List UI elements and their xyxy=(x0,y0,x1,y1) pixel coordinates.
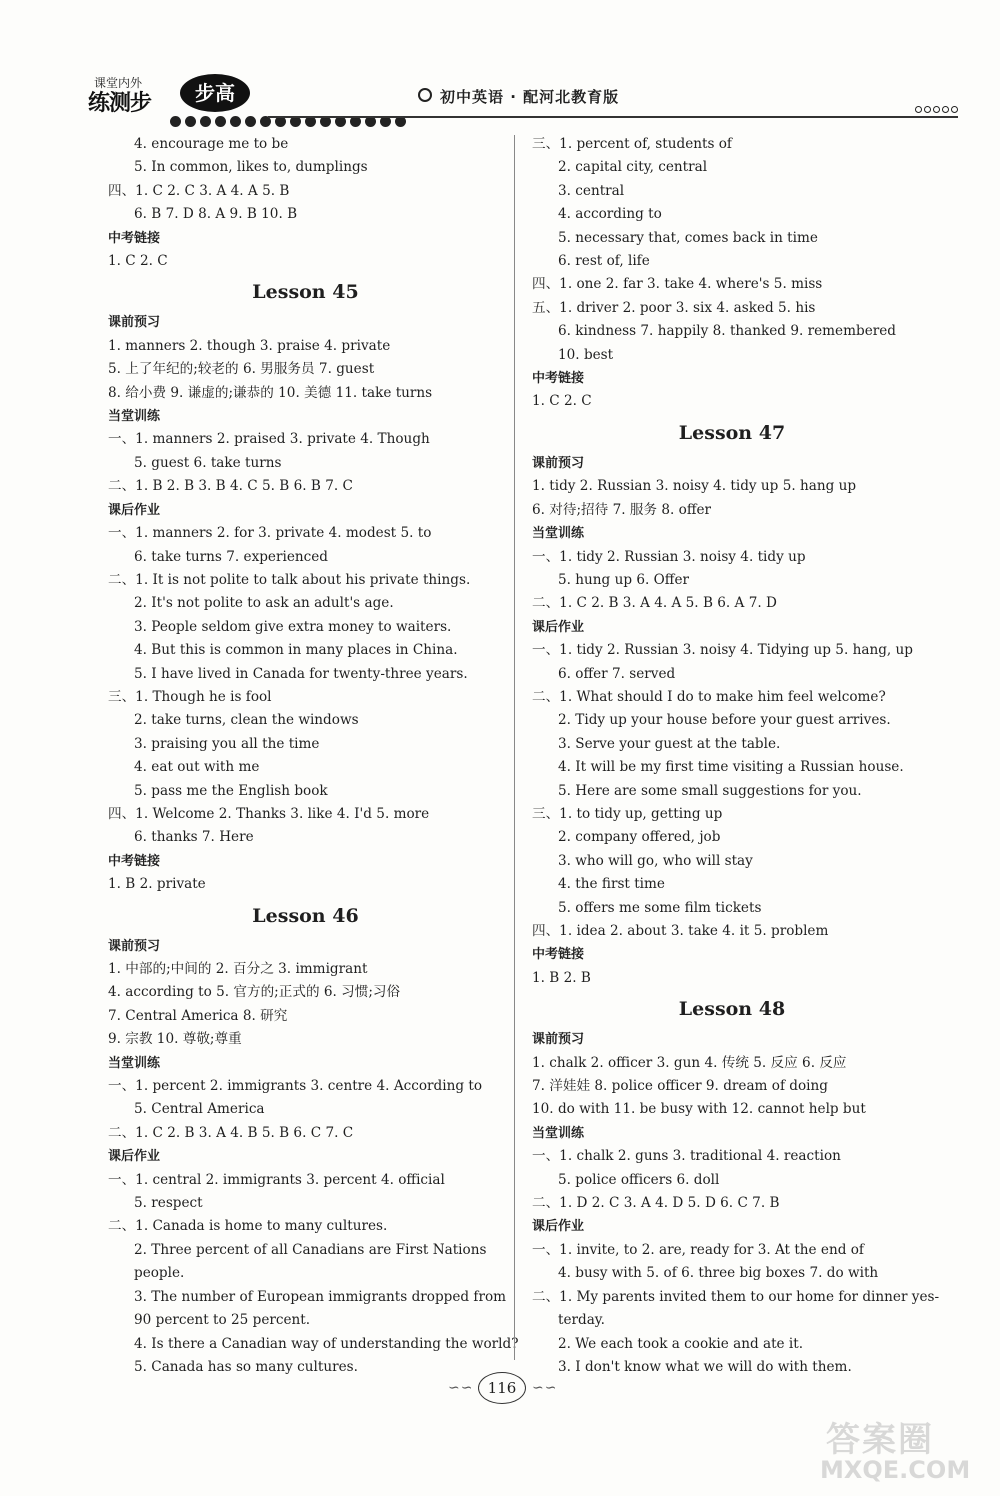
answer-line: 4. the first time xyxy=(558,876,665,893)
answer-line: 5. necessary that, comes back in time xyxy=(558,229,818,246)
answer-line: 10. do with 11. be busy with 12. cannot help but xyxy=(532,1101,866,1118)
answer-line: 1. C 2. C xyxy=(532,393,592,410)
answer-line: 2. company offered, job xyxy=(558,829,721,846)
answer-line: 二、1. What should I do to make him feel welcome? xyxy=(532,688,886,705)
ornament-right-icon: ∽∽ xyxy=(532,1380,558,1396)
answer-line: 5. 上了年纪的;较老的 6. 男服务员 7. guest xyxy=(108,361,375,378)
watermark xyxy=(820,1412,990,1492)
answer-line: 三、1. percent of, students of xyxy=(532,136,732,152)
answer-line: 5. respect xyxy=(134,1195,203,1212)
answer-line: 3. The number of European immigrants dropped from xyxy=(134,1288,507,1305)
answer-line: 2. take turns, clean the windows xyxy=(134,712,359,729)
answer-line: 四、1. C 2. C 3. A 4. A 5. B xyxy=(108,182,290,199)
answer-line: 一、1. invite, to 2. are, ready for 3. At the end of xyxy=(532,1241,864,1258)
column-divider xyxy=(514,135,515,1360)
section-heading: 课前预习 xyxy=(532,455,585,471)
answer-line: 四、1. Welcome 2. Thanks 3. like 4. I'd 5. more xyxy=(108,805,430,822)
section-heading: 中考链接 xyxy=(108,853,161,869)
answer-line: 9. 宗教 10. 尊敬;尊重 xyxy=(108,1031,242,1048)
section-heading: 课后作业 xyxy=(532,619,585,635)
section-heading: 课后作业 xyxy=(108,1149,161,1165)
answer-line: 四、1. one 2. far 3. take 4. where's 5. miss xyxy=(532,276,823,293)
section-heading: 课前预习 xyxy=(108,315,161,331)
answer-line: 4. eat out with me xyxy=(134,759,260,776)
answer-line: 二、1. D 2. C 3. A 4. D 5. D 6. C 7. B xyxy=(532,1195,780,1212)
answer-line: 五、1. driver 2. poor 3. six 4. asked 5. his xyxy=(532,299,816,316)
answer-line: 4. encourage me to be xyxy=(134,136,289,152)
answer-line: 7. 洋娃娃 8. police officer 9. dream of doing xyxy=(532,1078,828,1095)
answer-line: 一、1. percent 2. immigrants 3. centre 4. According to xyxy=(108,1078,483,1095)
answer-line: 5. Central America xyxy=(134,1101,265,1118)
section-heading: 课前预习 xyxy=(532,1032,585,1048)
answer-line: 二、1. B 2. B 3. B 4. C 5. B 6. B 7. C xyxy=(108,478,353,495)
answer-line: 4. busy with 5. of 6. three big boxes 7. do with xyxy=(558,1265,879,1282)
answer-line: 二、1. C 2. B 3. A 4. B 5. B 6. C 7. C xyxy=(108,1124,354,1141)
answer-line: 1. chalk 2. officer 3. gun 4. 传统 5. 反应 6. 反应 xyxy=(532,1054,847,1071)
header-rule xyxy=(268,116,958,118)
brand-title: 练测步 xyxy=(88,91,152,116)
answer-line: 5. I have lived in Canada for twenty-three years. xyxy=(134,665,468,682)
answer-line: 5. Canada has so many cultures. xyxy=(134,1358,358,1375)
section-heading: 当堂训练 xyxy=(108,1055,161,1071)
answer-line: 2. Tidy up your house before your guest arrives. xyxy=(558,712,891,729)
lesson-title: Lesson 48 xyxy=(678,998,786,1021)
answer-line: 2. Three percent of all Canadians are First Nations xyxy=(134,1241,487,1258)
answer-line: 3. People seldom give extra money to waiters. xyxy=(134,618,452,635)
answer-line: 8. 给小费 9. 谦虚的;谦恭的 10. 美德 11. take turns xyxy=(108,384,433,401)
section-heading: 当堂训练 xyxy=(532,1125,585,1141)
answer-line: 三、1. to tidy up, getting up xyxy=(532,805,723,822)
answer-line: 4. according to 5. 官方的;正式的 6. 习惯;习俗 xyxy=(108,984,401,1001)
answer-line: 6. thanks 7. Here xyxy=(134,829,254,846)
section-heading: 课后作业 xyxy=(532,1219,585,1235)
answer-line: 四、1. idea 2. about 3. take 4. it 5. problem xyxy=(532,923,829,939)
answer-line: 二、1. C 2. B 3. A 4. A 5. B 6. A 7. D xyxy=(532,595,777,612)
answer-line: terday. xyxy=(558,1312,606,1329)
answer-line: 3. I don't know what we will do with them. xyxy=(558,1358,852,1375)
answer-line: 一、1. central 2. immigrants 3. percent 4. official xyxy=(108,1171,445,1188)
answer-line: 3. praising you all the time xyxy=(134,735,320,752)
answer-line: 2. We each took a cookie and ate it. xyxy=(558,1335,804,1352)
answer-line: 一、1. manners 2. for 3. private 4. modest 5. to xyxy=(108,525,432,542)
answer-line: 6. kindness 7. happily 8. thanked 9. remembered xyxy=(558,323,896,340)
answer-line: 6. take turns 7. experienced xyxy=(134,548,328,565)
left-column xyxy=(108,133,519,1379)
header-dots-icon xyxy=(913,98,958,117)
answer-line: 2. capital city, central xyxy=(558,159,708,176)
answer-line: 1. C 2. C xyxy=(108,253,168,270)
answer-line: 90 percent to 25 percent. xyxy=(134,1312,311,1329)
answer-line: 三、1. Though he is fool xyxy=(108,688,272,705)
page-number: 116 xyxy=(478,1372,526,1404)
answer-line: 一、1. manners 2. praised 3. private 4. Though xyxy=(108,431,430,448)
answer-line: 4. according to xyxy=(558,206,662,223)
answer-line: 5. Here are some small suggestions for you. xyxy=(558,782,862,799)
section-heading: 课前预习 xyxy=(108,938,161,954)
answer-line: 5. In common, likes to, dumplings xyxy=(134,159,368,176)
answer-line: 7. Central America 8. 研究 xyxy=(108,1007,288,1024)
lesson-title: Lesson 47 xyxy=(678,421,786,444)
section-heading: 课后作业 xyxy=(108,502,161,518)
circle-swirl-icon xyxy=(418,88,432,102)
answer-line: 1. B 2. private xyxy=(108,876,206,893)
watermark-url: MXQE.COM xyxy=(820,1456,971,1484)
answer-line: 10. best xyxy=(558,346,614,363)
answer-line: 5. hung up 6. Offer xyxy=(558,571,689,588)
answer-line: 一、1. tidy 2. Russian 3. noisy 4. tidy up xyxy=(532,548,806,565)
answer-line: 6. 对待;招待 7. 服务 8. offer xyxy=(532,501,712,518)
answer-line: 3. who will go, who will stay xyxy=(558,852,753,869)
answer-line: 5. police officers 6. doll xyxy=(558,1171,720,1188)
answer-line: 1. 中部的;中间的 2. 百分之 3. immigrant xyxy=(108,961,368,977)
section-heading: 中考链接 xyxy=(532,947,585,963)
answer-line: 2. It's not polite to ask an adult's age. xyxy=(134,595,394,612)
answer-line: 4. Is there a Canadian way of understanding the world? xyxy=(134,1335,519,1352)
section-heading: 当堂训练 xyxy=(532,526,585,542)
decorative-balls xyxy=(170,112,410,124)
section-heading: 中考链接 xyxy=(532,371,585,387)
right-column xyxy=(532,133,940,1379)
page-header xyxy=(88,72,958,132)
brand-small-text: 课堂内外 xyxy=(94,76,143,90)
answer-line: 6. offer 7. served xyxy=(558,665,676,682)
book-title: 初中英语 · 配河北教育版 xyxy=(440,88,620,106)
lesson-title: Lesson 46 xyxy=(252,904,359,927)
answer-line: 5. guest 6. take turns xyxy=(134,454,282,471)
answer-line: 1. tidy 2. Russian 3. noisy 4. tidy up 5. hang up xyxy=(532,478,857,495)
page-footer xyxy=(0,1372,1000,1412)
watermark-logo: 答案圈 xyxy=(826,1420,934,1460)
answer-line: 1. manners 2. though 3. praise 4. private xyxy=(108,337,391,354)
lesson-title: Lesson 45 xyxy=(252,281,359,304)
section-heading: 中考链接 xyxy=(108,230,161,246)
answer-line: 一、1. chalk 2. guns 3. traditional 4. reaction xyxy=(532,1148,841,1165)
answer-line: 二、1. My parents invited them to our home for dinner yes- xyxy=(532,1288,940,1305)
answer-line: 6. rest of, life xyxy=(558,253,650,270)
answer-line: 二、1. Canada is home to many cultures. xyxy=(108,1218,388,1235)
answer-line: 3. central xyxy=(558,182,625,199)
answer-line: 一、1. tidy 2. Russian 3. noisy 4. Tidying up 5. hang, up xyxy=(532,642,914,659)
answer-line: 5. pass me the English book xyxy=(134,782,328,799)
answer-line: 二、1. It is not polite to talk about his private things. xyxy=(108,571,471,588)
ornament-left-icon: ∽∽ xyxy=(448,1380,474,1396)
answer-line: 1. B 2. B xyxy=(532,969,591,986)
answer-line: people. xyxy=(134,1265,185,1282)
answer-line: 6. B 7. D 8. A 9. B 10. B xyxy=(134,206,298,223)
answer-line: 3. Serve your guest at the table. xyxy=(558,735,781,752)
answer-line: 5. offers me some film tickets xyxy=(558,899,762,916)
answer-line: 4. But this is common in many places in China. xyxy=(134,642,458,659)
answer-line: 4. It will be my first time visiting a Russian house. xyxy=(558,759,904,776)
brand-badge: 步高 xyxy=(180,74,250,112)
section-heading: 当堂训练 xyxy=(108,409,161,425)
